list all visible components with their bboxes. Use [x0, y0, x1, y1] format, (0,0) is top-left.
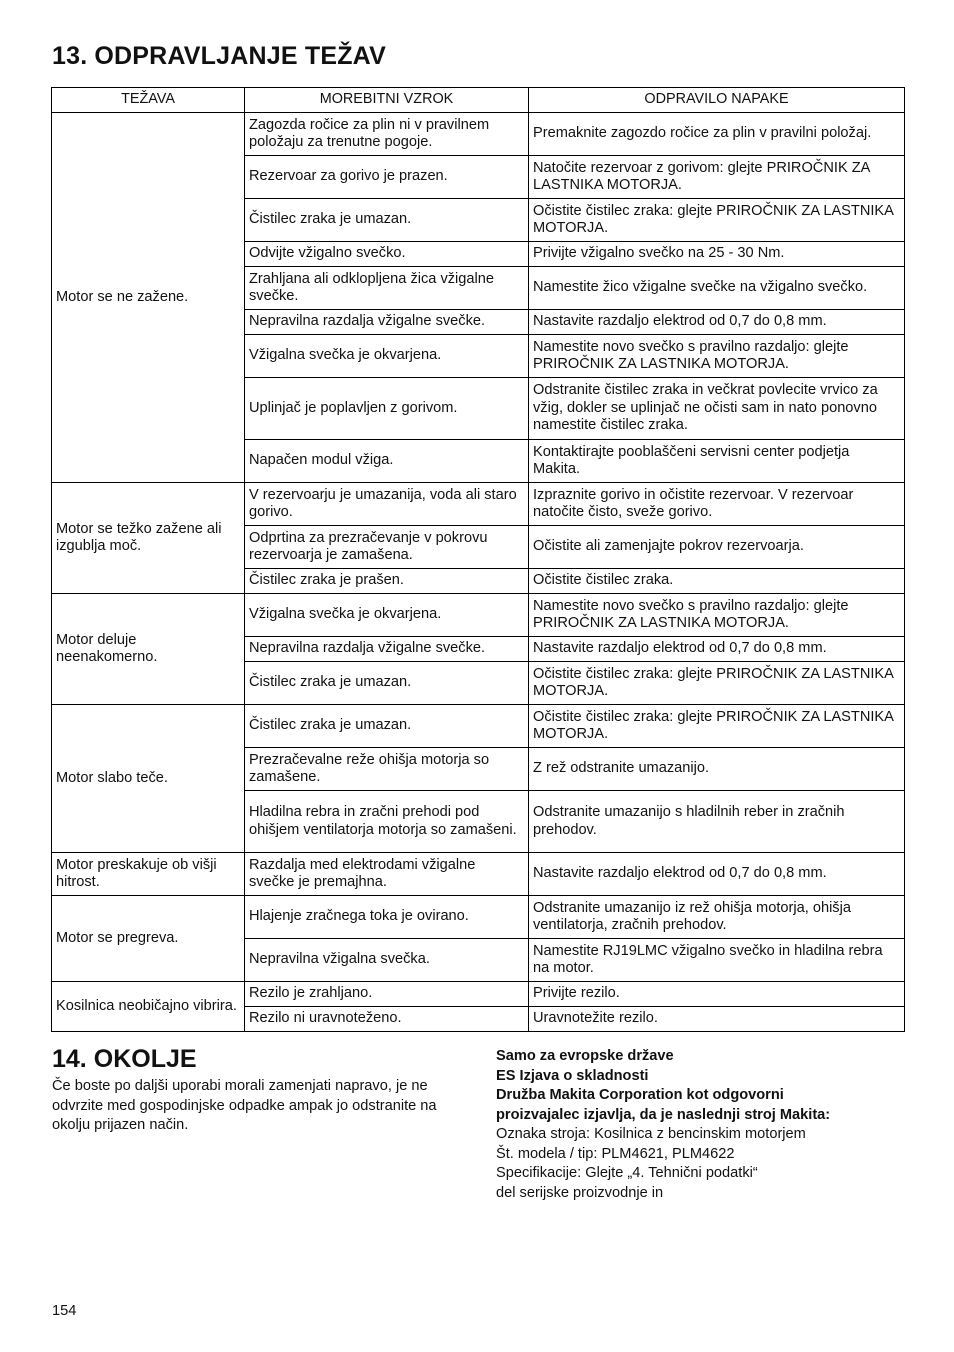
remedy-cell: Namestite novo svečko s pravilno razdaljo: glejte PRIROČNIK ZA LASTNIKA MOTORJA. — [529, 335, 905, 378]
table-row — [52, 483, 905, 526]
declaration-line: Oznaka stroja: Kosilnica z bencinskim motorjem — [496, 1126, 806, 1142]
declaration-line: Specifikacije: Glejte „4. Tehnični podatki“ — [496, 1165, 758, 1181]
section-14-text: Če boste po daljši uporabi morali zamenjati napravo, je ne odvrzite med gospodinjske odpadke ampak jo odstranite na okolju prijazen način. — [52, 1078, 437, 1133]
cause-cell: Vžigalna svečka je okvarjena. — [245, 335, 529, 378]
remedy-cell: Očistite čistilec zraka. — [529, 569, 905, 594]
header-problem: TEŽAVA — [52, 88, 245, 113]
cause-cell: Uplinjač je poplavljen z gorivom. — [245, 378, 529, 440]
cause-cell: Čistilec zraka je umazan. — [245, 199, 529, 242]
cause-cell: Rezilo je zrahljano. — [245, 982, 529, 1007]
problem-cell: Motor se težko zažene ali izgublja moč. — [52, 483, 245, 594]
section-13-heading — [52, 42, 386, 71]
cause-cell: Nepravilna razdalja vžigalne svečke. — [245, 310, 529, 335]
remedy-cell: Odstranite čistilec zraka in večkrat povlecite vrvico za vžig, dokler se uplinjač ne očisti sam in nato ponovno namestite čistilec zraka. — [529, 378, 905, 440]
problem-cell: Motor preskakuje ob višji hitrost. — [52, 853, 245, 896]
table-row — [52, 982, 905, 1007]
cause-cell: Čistilec zraka je umazan. — [245, 662, 529, 705]
problem-cell: Motor se ne zažene. — [52, 113, 245, 483]
cause-cell: Odprtina za prezračevanje v pokrovu rezervoarja je zamašena. — [245, 526, 529, 569]
cause-cell: Odvijte vžigalno svečko. — [245, 242, 529, 267]
table-header-row — [52, 88, 905, 113]
section-13-title: ODPRAVLJANJE TEŽAV — [94, 42, 386, 70]
remedy-cell: Uravnotežite rezilo. — [529, 1007, 905, 1032]
troubleshooting-table — [51, 87, 905, 1032]
cause-cell: Prezračevalne reže ohišja motorja so zamašene. — [245, 748, 529, 791]
declaration-line: ES Izjava o skladnosti — [496, 1067, 649, 1084]
remedy-cell: Kontaktirajte pooblaščeni servisni center podjetja Makita. — [529, 440, 905, 483]
cause-cell: Rezilo ni uravnoteženo. — [245, 1007, 529, 1032]
declaration-line: Družba Makita Corporation kot odgovorni — [496, 1087, 784, 1103]
remedy-cell: Očistite čistilec zraka: glejte PRIROČNIK ZA LASTNIKA MOTORJA. — [529, 199, 905, 242]
problem-cell: Motor se pregreva. — [52, 896, 245, 982]
remedy-cell: Z rež odstranite umazanijo. — [529, 748, 905, 791]
ec-declaration — [496, 1047, 906, 1203]
remedy-cell: Nastavite razdaljo elektrod od 0,7 do 0,8 mm. — [529, 853, 905, 896]
table-row — [52, 705, 905, 748]
remedy-cell: Natočite rezervoar z gorivom: glejte PRIROČNIK ZA LASTNIKA MOTORJA. — [529, 156, 905, 199]
remedy-cell: Odstranite umazanijo s hladilnih reber in zračnih prehodov. — [529, 791, 905, 853]
cause-cell: Čistilec zraka je prašen. — [245, 569, 529, 594]
cause-cell: Razdalja med elektrodami vžigalne svečke je premajhna. — [245, 853, 529, 896]
cause-cell: Napačen modul vžiga. — [245, 440, 529, 483]
problem-cell: Motor deluje neenakomerno. — [52, 594, 245, 705]
section-14-title: OKOLJE — [93, 1045, 197, 1073]
cause-cell: Hladilna rebra in zračni prehodi pod ohišjem ventilatorja motorja so zamašeni. — [245, 791, 529, 853]
remedy-cell: Premaknite zagozdo ročice za plin v pravilni položaj. — [529, 113, 905, 156]
remedy-cell: Privijte rezilo. — [529, 982, 905, 1007]
cause-cell: Hlajenje zračnega toka je ovirano. — [245, 896, 529, 939]
cause-cell: Nepravilna razdalja vžigalne svečke. — [245, 637, 529, 662]
remedy-cell: Nastavite razdaljo elektrod od 0,7 do 0,8 mm. — [529, 310, 905, 335]
cause-cell: Zagozda ročice za plin ni v pravilnem položaju za trenutne pogoje. — [245, 113, 529, 156]
remedy-cell: Očistite ali zamenjajte pokrov rezervoarja. — [529, 526, 905, 569]
table-row — [52, 594, 905, 637]
section-14-number: 14. — [52, 1045, 87, 1073]
remedy-cell: Nastavite razdaljo elektrod od 0,7 do 0,8 mm. — [529, 637, 905, 662]
remedy-cell: Izpraznite gorivo in očistite rezervoar. V rezervoar natočite čisto, sveže gorivo. — [529, 483, 905, 526]
header-remedy: ODPRAVILO NAPAKE — [529, 88, 905, 113]
problem-cell: Motor slabo teče. — [52, 705, 245, 853]
remedy-cell: Namestite RJ19LMC vžigalno svečko in hladilna rebra na motor. — [529, 939, 905, 982]
table-row — [52, 896, 905, 939]
section-14 — [52, 1045, 462, 1136]
problem-cell: Kosilnica neobičajno vibrira. — [52, 982, 245, 1032]
cause-cell: Nepravilna vžigalna svečka. — [245, 939, 529, 982]
declaration-line: proizvajalec izjavlja, da je naslednji stroj Makita: — [496, 1106, 831, 1123]
remedy-cell: Očistite čistilec zraka: glejte PRIROČNIK ZA LASTNIKA MOTORJA. — [529, 705, 905, 748]
header-cause: MOREBITNI VZROK — [245, 88, 529, 113]
cause-cell: Čistilec zraka je umazan. — [245, 705, 529, 748]
table-row — [52, 853, 905, 896]
declaration-line: Samo za evropske države — [496, 1048, 674, 1064]
page-number: 154 — [52, 1303, 77, 1319]
remedy-cell: Očistite čistilec zraka: glejte PRIROČNIK ZA LASTNIKA MOTORJA. — [529, 662, 905, 705]
remedy-cell: Namestite novo svečko s pravilno razdaljo: glejte PRIROČNIK ZA LASTNIKA MOTORJA. — [529, 594, 905, 637]
declaration-line: del serijske proizvodnje in — [496, 1184, 664, 1201]
cause-cell: Vžigalna svečka je okvarjena. — [245, 594, 529, 637]
section-14-heading — [52, 1045, 462, 1074]
cause-cell: Zrahljana ali odklopljena žica vžigalne svečke. — [245, 267, 529, 310]
remedy-cell: Odstranite umazanijo iz rež ohišja motorja, ohišja ventilatorja, zračnih prehodov. — [529, 896, 905, 939]
cause-cell: V rezervoarju je umazanija, voda ali staro gorivo. — [245, 483, 529, 526]
remedy-cell: Namestite žico vžigalne svečke na vžigalno svečko. — [529, 267, 905, 310]
declaration-line: Št. modela / tip: PLM4621, PLM4622 — [496, 1145, 735, 1162]
remedy-cell: Privijte vžigalno svečko na 25 - 30 Nm. — [529, 242, 905, 267]
table-body — [52, 113, 905, 1032]
table-row — [52, 113, 905, 156]
section-13-number: 13. — [52, 42, 88, 70]
cause-cell: Rezervoar za gorivo je prazen. — [245, 156, 529, 199]
